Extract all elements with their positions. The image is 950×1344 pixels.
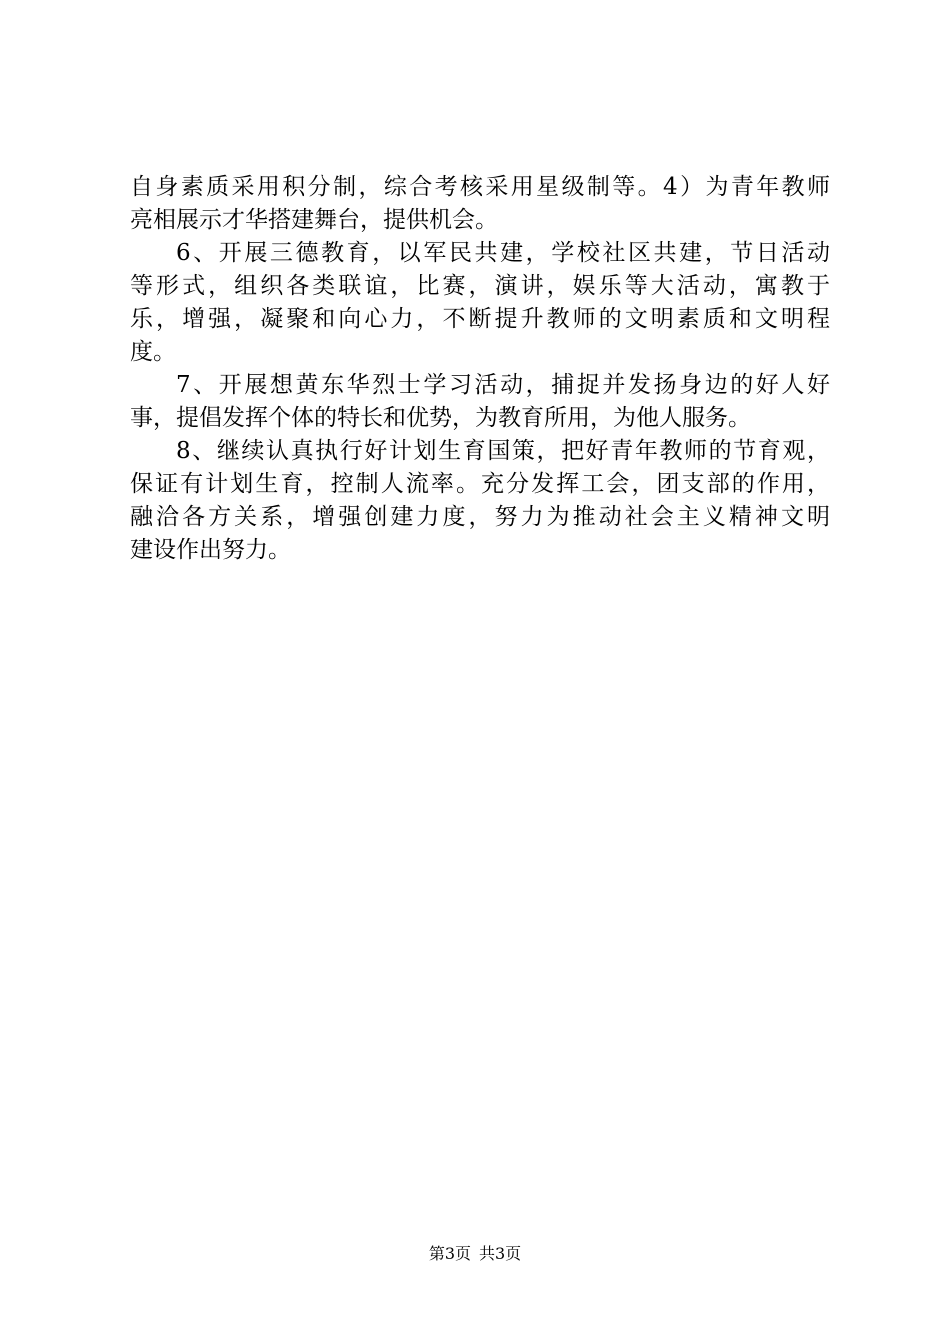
paragraph-line: 融洽各方关系，增强创建力度，努力为推动社会主义精神文明 <box>130 504 830 530</box>
paragraph-line: 乐，增强，凝聚和向心力，不断提升教师的文明素质和文明程 <box>130 306 830 332</box>
page-total: 共3页 <box>479 1244 522 1263</box>
paragraph-line: 亮相展示才华搭建舞台，提供机会。 <box>130 207 498 233</box>
paragraph-line: 保证有计划生育，控制人流率。充分发挥工会，团支部的作用， <box>130 471 830 497</box>
paragraph-line: 等形式，组织各类联谊，比赛，演讲，娱乐等大活动，寓教于 <box>130 273 830 299</box>
paragraph-line: 度。 <box>130 339 176 365</box>
paragraph-line: 自身素质采用积分制，综合考核采用星级制等。4）为青年教师 <box>130 174 830 200</box>
paragraph-line: 8、继续认真执行好计划生育国策，把好青年教师的节育观， <box>176 438 830 464</box>
paragraph-line: 6、开展三德教育，以军民共建，学校社区共建，节日活动 <box>176 240 830 266</box>
document-body <box>130 171 830 567</box>
paragraph-line: 事，提倡发挥个体的特长和优势，为教育所用，为他人服务。 <box>130 405 751 431</box>
page-number: 第3页 <box>428 1244 471 1263</box>
paragraph-line: 7、开展想黄东华烈士学习活动，捕捉并发扬身边的好人好 <box>176 372 830 398</box>
paragraph-line: 建设作出努力。 <box>130 537 291 563</box>
page-footer <box>0 1242 950 1266</box>
